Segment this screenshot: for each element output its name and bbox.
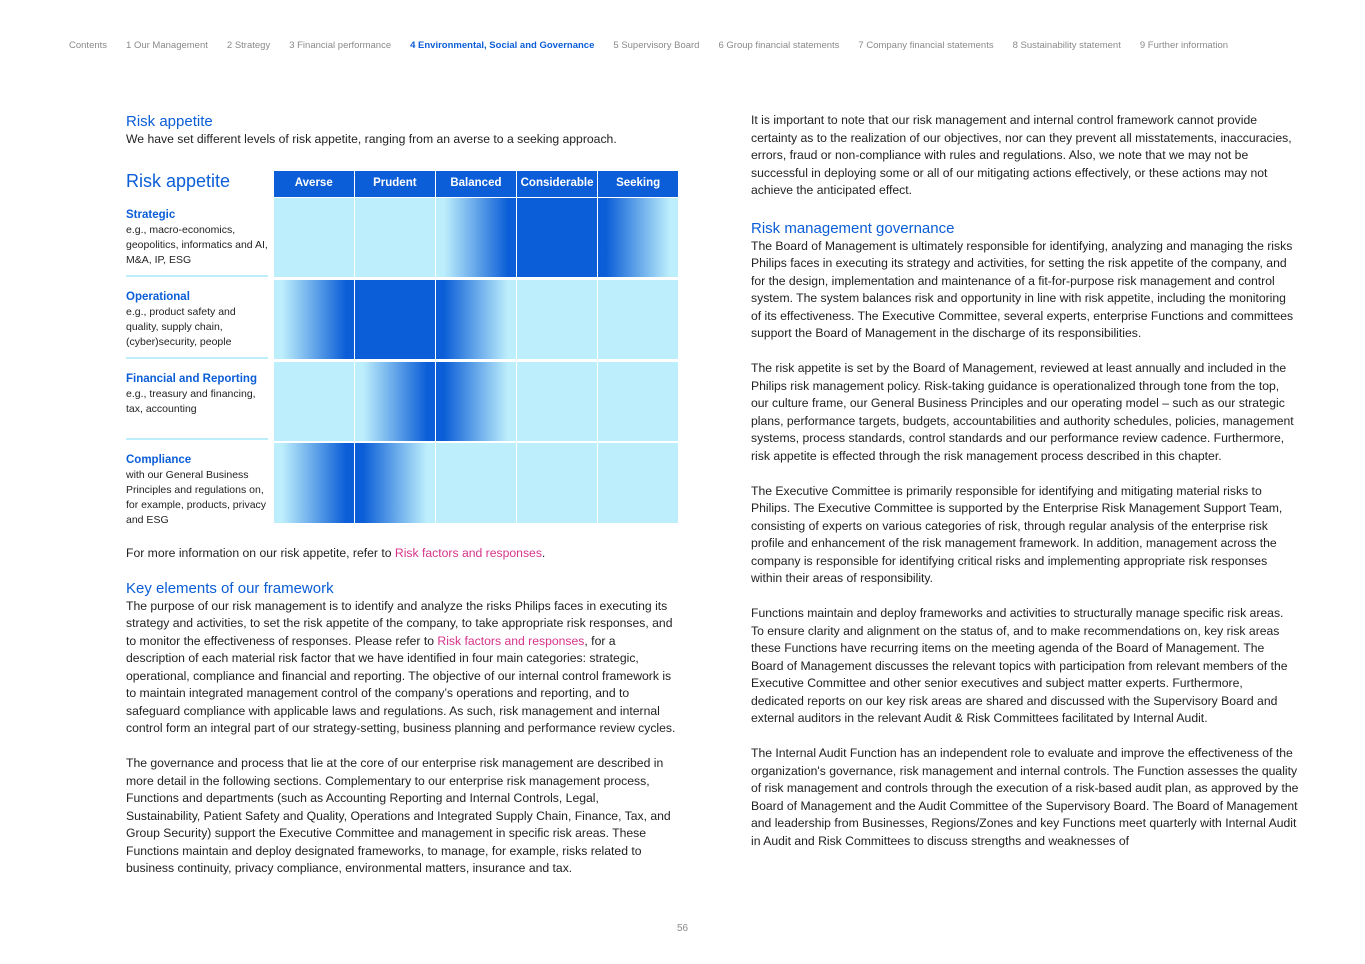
left-column [126,113,676,895]
column-header-considerable: Considerable [517,171,597,197]
row-description: e.g., product safety and quality, supply chain, (cyber)security, people [126,305,236,348]
row-category: Operational [126,290,190,303]
paragraph: It is important to note that our risk management and internal control framework cannot provide certainty as to the realization of our objectives, nor can they prevent all misstatements, inaccuracies, errors, fraud or non-compliance with rules and regulations. Also, we note that we may not be successful in deploying some or all of our mitigating actions effectively, or these actions may not achieve the anticipated effect. [751,113,1292,197]
matrix-cell [598,443,678,523]
paragraph: The Executive Committee is primarily responsible for identifying and mitigating material risks to Philips. The Executive Committee is supported by the Enterprise Risk Management Support Team, consisting of experts on various categories of risk, through regular analysis of the enterprise risk profile and enhancement of the risk management framework. In addition, management across the company is responsible for identifying critical risks and implementing appropriate risk responses within their areas of responsibility. [751,483,1283,585]
nav-item[interactable]: 2 Strategy [226,40,271,51]
matrix-cell [598,280,678,359]
paragraph [126,598,676,738]
risk-appetite-intro: We have set different levels of risk appetite, ranging from an averse to a seeking approach. [126,132,617,146]
matrix-cell [517,443,597,523]
matrix-cell [274,198,354,277]
matrix-cell [517,280,597,359]
matrix-cell [436,280,516,359]
column-header-seeking: Seeking [598,171,678,197]
right-column [751,112,1299,868]
row-description: e.g., macro-economics, geopolitics, informatics and AI, M&A, IP, ESG [126,223,268,266]
nav-item[interactable]: 6 Group financial statements [718,40,840,51]
matrix-cell [274,362,354,441]
matrix-cell [436,362,516,441]
column-header-averse: Averse [274,171,354,197]
matrix-cell [436,443,516,523]
matrix-cell [274,443,354,523]
paragraph: The Internal Audit Function has an independent role to evaluate and improve the effectiveness of the organization's governance, risk management and internal controls. The Function assesses the quality of risk management and controls through the execution of a risk-based audit plan, as approved by the Board of Management and the Audit Committee of the Supervisory Board. The Board of Management and leadership from Businesses, Regions/Zones and key Functions meet quarterly with Internal Audit in Audit and Risk Committees to discuss strengths and weaknesses of [751,746,1299,848]
nav-item[interactable]: 8 Sustainability statement [1012,40,1121,51]
row-description: with our General Business Principles and regulations on, for example, products, privacy and ESG [126,468,267,526]
column-header-balanced: Balanced [436,171,516,197]
paragraph: The risk appetite is set by the Board of Management, reviewed at least annually and included in the Philips risk management policy. Risk-taking guidance is operationalized through tone from the top, our culture frame, our General Business Principles and our operating model – such as our strategic plans, performance targets, budgets, accountabilities and authority schedules, policies, management systems, process standards, control standards and our performance review cadence. Furthermore, risk appetite is effected through the risk management process described in this chapter. [751,361,1294,463]
row-label [126,289,268,350]
row-category: Compliance [126,453,192,466]
nav-item[interactable]: 7 Company financial statements [858,40,994,51]
matrix-cell [355,280,435,359]
more-info-text [126,545,676,563]
matrix-cell [436,198,516,277]
risk-factors-link[interactable]: Risk factors and responses [437,633,585,648]
page-number: 56 [676,923,689,934]
matrix-cell [274,280,354,359]
more-info-prefix: For more information on our risk appetite, refer to [126,545,395,560]
row-divider [126,438,268,440]
row-label [126,452,268,528]
nav-item[interactable]: Contents [69,40,108,51]
row-description: e.g., treasury and financing, tax, accounting [126,387,256,415]
column-header-prudent: Prudent [355,171,435,197]
paragraph: The Board of Management is ultimately responsible for identifying, analyzing and managing the risks Philips faces in executing its strategy and activities, for setting the risk appetite of the company, and for the design, implementation and maintenance of a fit-for-purpose risk management and control system. The system balances risk and opportunity in line with risk appetite, including the monitoring of its effectiveness. The Executive Committee, several experts, enterprise Functions and committees support the Board of Management in the discharge of its responsibilities. [751,238,1294,340]
paragraph: Functions maintain and deploy frameworks and activities to structurally manage specific risk areas. To ensure clarity and alignment on the status of, and to make recommendations on, key risk areas these Functions have recurring items on the meeting agenda of the Board of Management. The Board of Management discusses the relevant topics with participation from relevant members of the Executive Committee and other senior executives and subject matter experts. Furthermore, dedicated reports on our key risk areas are shared and discussed with the Supervisory Board and external auditors in the relevant Audit & Risk Committees facilitated by Internal Audit. [751,606,1288,725]
matrix-cell [598,198,678,277]
section-heading-risk-appetite: Risk appetite [126,113,213,130]
matrix-cell [517,362,597,441]
row-label [126,371,268,417]
section-heading-key-elements: Key elements of our framework [126,579,334,597]
matrix-cell [355,198,435,277]
top-navigation [69,40,1247,51]
paragraph: The governance and process that lie at the core of our enterprise risk management are described in more detail in the following sections. Complementary to our enterprise risk management process, Functions and departments (such as Accounting Reporting and Internal Controls, Legal, Sustainability, Patient Safety and Quality, Operations and Integrated Supply Chain, Finance, Tax, and Group Security) support the Executive Committee and management in specific risk areas. These Functions maintain and deploy designated frameworks, to manage, for example, risks related to business continuity, privacy compliance, environmental matters, insurance and tax. [126,756,671,875]
matrix-title: Risk appetite [126,170,231,191]
paragraph-text: The purpose of our risk management is to identify and analyze the risks Philips faces in executing its strategy and activities, to set the risk appetite of the company, to take appropriate risk responses, and to monitor the effectiveness of responses. Please refer to [126,598,673,648]
matrix-cell [355,362,435,441]
row-category: Strategic [126,208,176,221]
risk-factors-link[interactable]: Risk factors and responses [394,545,542,560]
matrix-cell [355,443,435,523]
paragraph-text: , for a description of each material risk factor that we have identified in four main categories: strategic, operational, compliance and financial and reporting. The objective of our internal control framework is to maintain integrated management control of the company’s operations and reporting, and to safeguard compliance with applicable laws and regulations. As such, risk management and internal control form an integral part of our strategy-setting, business planning and performance review cycles. [126,633,676,735]
row-label [126,207,268,268]
section-heading-governance: Risk management governance [751,219,955,237]
risk-appetite-matrix [126,171,676,527]
matrix-cell [598,362,678,441]
row-category: Financial and Reporting [126,372,257,385]
nav-item[interactable]: 9 Further information [1139,40,1229,51]
more-info-suffix: . [541,545,546,560]
nav-item[interactable]: 4 Environmental, Social and Governance [410,40,595,51]
row-divider [126,275,268,277]
nav-item[interactable]: 1 Our Management [126,40,208,51]
matrix-cell [517,198,597,277]
row-divider [126,357,268,359]
nav-item[interactable]: 3 Financial performance [289,40,392,51]
nav-item[interactable]: 5 Supervisory Board [613,40,700,51]
